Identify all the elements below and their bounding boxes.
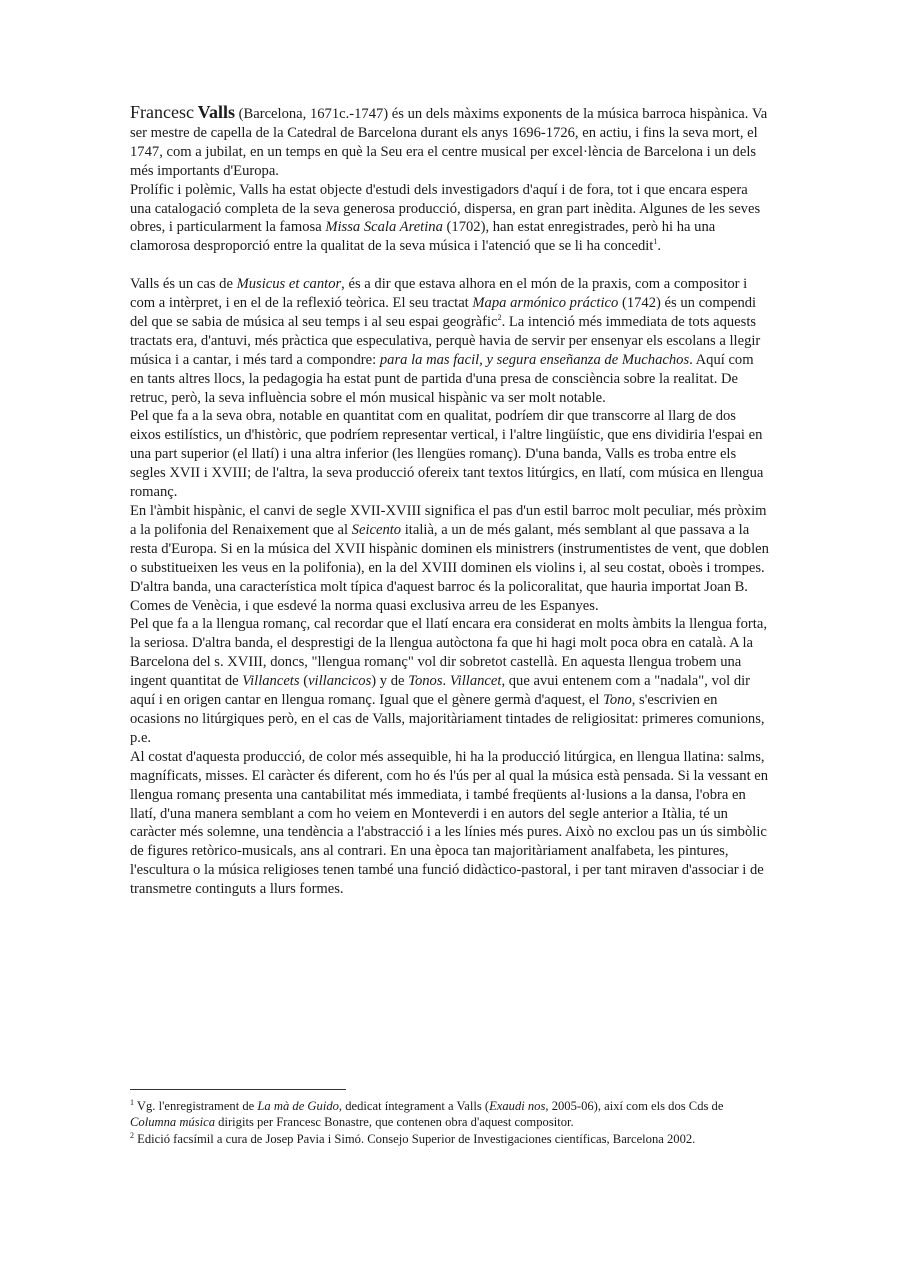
fn1-italic-1: La mà de Guido — [257, 1099, 339, 1113]
footnotes — [130, 1098, 770, 1147]
footnote-1-number: 1 — [130, 1097, 134, 1107]
p6-italic-5: Tono — [603, 692, 632, 709]
footnote-separator — [130, 1089, 346, 1090]
p6-italic-4: Villancet — [449, 673, 502, 690]
article-body — [130, 103, 770, 899]
p3-text-b: , és a dir que estava alhora en el món de la praxis, com a compositor i com a intèrpret, i en el de la reflexió teòrica. El seu tractat — [130, 276, 748, 312]
intro-text: (Barcelona, 1671c.-1747) és un dels màxims exponents de la música barroca hispànica. Va ser mestre de capella de la Catedral de Barcelona durant els anys 1696-1726, en actiu, i fins la seva mort, el 1747, com a jubilat, en un temps en què la Seu era el centre musical per excel·lència de Barcelona i un dels més importants d'Europa. — [130, 106, 768, 179]
p5-italic-1: Seicento — [351, 521, 402, 538]
fn1-text-b: , dedicat íntegrament a Valls ( — [338, 1099, 490, 1113]
paragraph-7: Al costat d'aquesta producció, de color més assequible, hi ha la producció litúrgica, en llengua llatina: salms, magníficats, misses. El caràcter és diferent, com ho és l'ús per al qual la música està pensada. Si la vessant en llengua romanç presenta una cantabilitat més immediata, i també freqüents al·lusions a la dansa, l'obra en llatí, d'una manera semblant a com ho veiem en Monteverdi i en autors del segle anterior a Itàlia, té un caràcter més solemne, una tendència a l'abstracció i a les línies més pures. Això no exclou pas un ús simbòlic de figures retòrico-musicals, ans al contrari. En una època tan majoritàriament analfabeta, les pintures, l'escultura o la música religioses tenen també una funció didàctico-pastoral, i per tant miraven d'associar i de transmetre continguts a llurs formes. — [130, 748, 769, 898]
p6-italic-2: villancicos — [308, 673, 372, 690]
paragraph-2 — [130, 181, 770, 257]
paragraph-gap — [130, 256, 770, 275]
p5-text-b: italià, a un de més galant, més semblant al que passava a la resta d'Europa. Si en la música del XVII hispànic dominen els ministrers (instrumentistes de vent, que doblen o substitueixen les veus en la polifonia), en la del XVIII dominen els violins i, al seu costat, oboès i trompes. D'altra banda, una característica molt típica d'aquest barroc és la policoralitat, que hauria importat Joan B. Comes de Venècia, i que esdevé la norma quasi exclusiva arreu de les Espanyes. — [130, 521, 769, 614]
fn1-text-c: , 2005-06), així com els dos Cds de — [545, 1099, 724, 1113]
composer-first-name: Francesc — [130, 102, 194, 122]
p5-text-a: En l'àmbit hispànic, el canvi de segle XVII-XVIII significa el pas d'un estil barroc molt peculiar, més pròxim a la polifonia del Renaixement que al — [130, 503, 767, 538]
p6-text-a: Pel que fa a la llengua romanç, cal recordar que el llatí encara era considerat en molts àmbits la llengua forta, la seriosa. D'altra banda, el desprestigi de la llengua autòctona fa que hi hagi molt poca obra en català. A la Barcelona del s. XVIII, doncs, "llengua romanç" vol dir sobretot castellà. En aquesta llengua trobem una ingent quantitat de — [130, 616, 767, 690]
p2-text-c: . — [657, 238, 662, 255]
fn1-italic-2: Exaudi nos — [489, 1099, 546, 1113]
paragraph-4: Pel que fa a la seva obra, notable en quantitat com en qualitat, podríem dir que transcorre al llarg de dos eixos estilístics, un d'històric, que podríem representar vertical, i l'altre lingüístic, que ens dividiria l'espai en una part superior (el llatí) i una altra inferior (les llengües romanç). D'una banda, Valls es troba entre els segles XVII i XVIII; de l'altra, la seva producció ofereix tant textos litúrgics, en llatí, com música en llengua romanç. — [130, 408, 764, 501]
p3-text-e: . Aquí com en tants altres llocs, la pedagogia ha estat punt de partida d'una presa de consciència sobre la realitat. De retruc, però, la seva influència sobre el món musical hispànic va ser molt notable. — [130, 351, 754, 406]
p3-italic-2: Mapa armónico práctico — [472, 295, 619, 312]
composer-last-name: Valls — [197, 102, 235, 122]
p6-text-f: , s'escrivien en ocasions no litúrgiques però, en el cas de Valls, majoritàriament tintades de religiositat: primeres comunions, p.e. — [130, 692, 765, 746]
fn2-text: Edició facsímil a cura de Josep Pavia i Simó. Consejo Superior de Investigaciones científicas, Barcelona 2002. — [134, 1131, 696, 1146]
p6-text-d: . — [442, 673, 450, 690]
footnote-1 — [130, 1098, 770, 1131]
footnote-ref-2[interactable]: 2 — [497, 313, 502, 323]
p2-italic-title: Missa Scala Aretina — [325, 219, 443, 236]
fn1-text-d: dirigits per Francesc Bonastre, que contenen obra d'aquest compositor. — [215, 1115, 574, 1130]
p6-text-b: ( — [299, 673, 309, 690]
p2-text-a: Prolífic i polèmic, Valls ha estat objecte d'estudi dels investigadors d'aquí i de fora, tot i que encara espera una catalogació completa de la seva generosa producció, dispersa, en gran part inèdita. Algunes de les seves obres, i particularment la famosa — [130, 181, 761, 236]
p3-text-a: Valls és un cas de — [130, 276, 237, 293]
p3-text-d: . La intenció més immediata de tots aquests tractats era, d'antuvi, més pràctica que especulativa, perquè havia de servir per ensenyar els escolans a llegir música i a cantar, i més tard a compondre: — [130, 313, 761, 368]
p2-text-b: (1702), han estat enregistrades, però hi ha una clamorosa desproporció entre la qualitat de la seva música i l'atenció que se li ha concedit — [130, 219, 716, 255]
fn1-italic-3: Columna música — [130, 1115, 216, 1130]
p3-italic-1: Musicus et cantor — [236, 276, 342, 293]
intro-paragraph — [130, 103, 770, 181]
paragraph-6 — [130, 615, 770, 747]
fn1-text-a: Vg. l'enregistrament de — [134, 1099, 258, 1113]
p6-text-e: , que avui entenem com a "nadala", vol dir aquí i en origen cantar en llengua romanç. Igual que el gènere germà d'aquest, el — [130, 673, 751, 709]
p3-italic-3: para la mas facil, y segura enseñanza de Muchachos — [379, 351, 690, 368]
p6-italic-1: Villancets — [242, 673, 300, 690]
p6-italic-3: Tonos — [408, 673, 443, 690]
paragraph-3 — [130, 275, 770, 407]
footnote-2 — [130, 1131, 770, 1147]
footnote-2-number: 2 — [130, 1130, 134, 1140]
paragraph-5 — [130, 502, 770, 615]
p6-text-c: ) y de — [371, 673, 409, 690]
p3-text-c: (1742) és un compendi del que se sabia de música al seu temps i al seu espai geogràfic — [130, 295, 757, 330]
footnote-ref-1[interactable]: 1 — [653, 237, 658, 247]
